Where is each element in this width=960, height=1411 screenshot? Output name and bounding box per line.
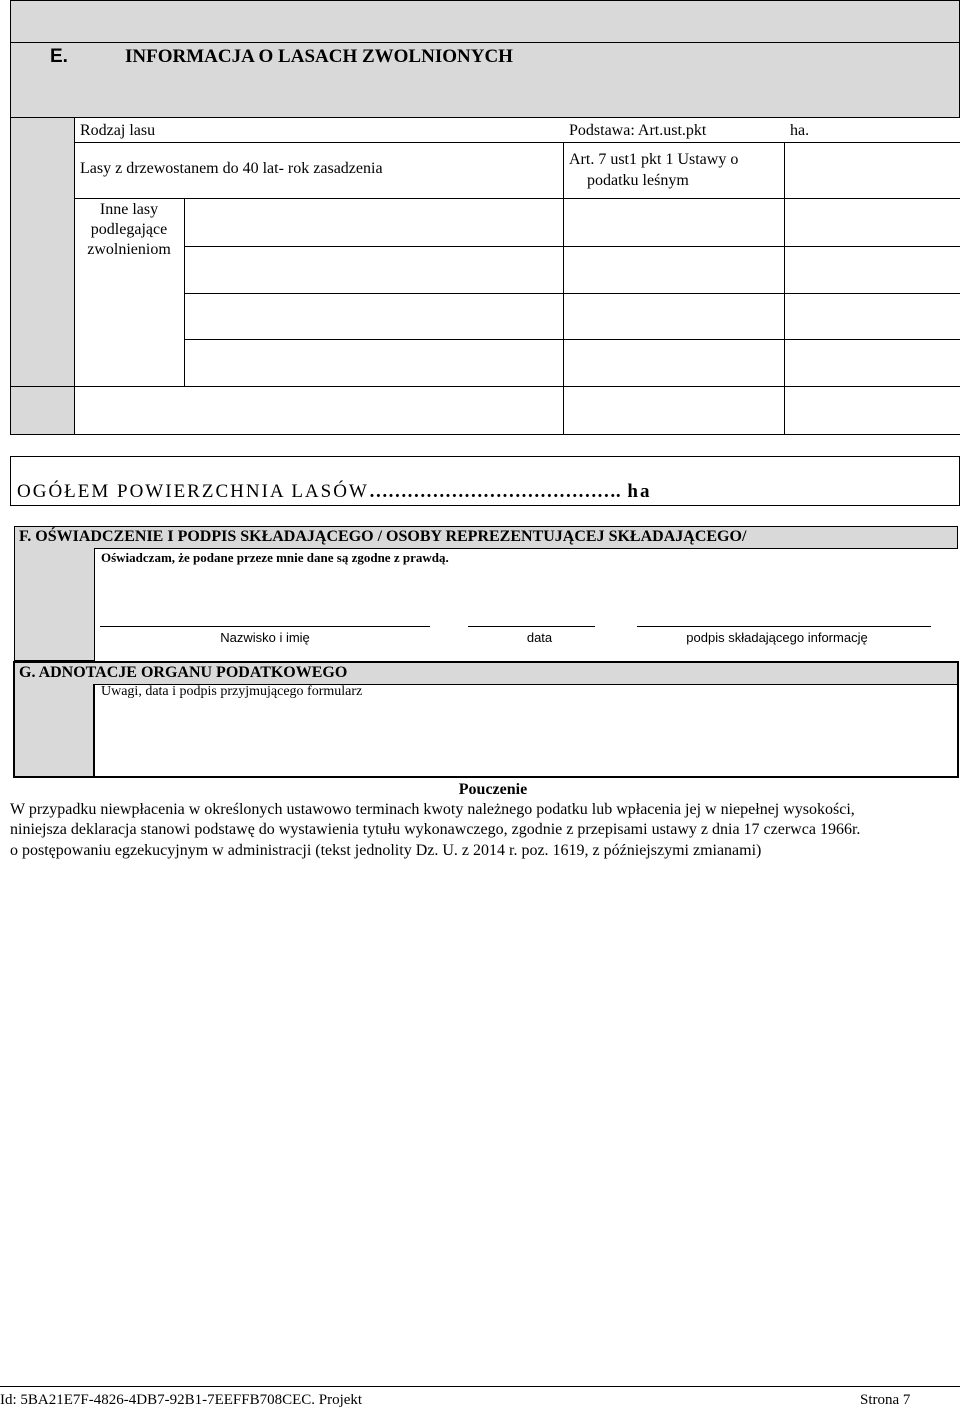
col-header-forest-type: Rodzaj lasu	[80, 122, 156, 139]
total-area-line	[17, 481, 651, 503]
signature-line[interactable]	[637, 626, 931, 627]
name-caption: Nazwisko i imię	[220, 630, 310, 645]
section-e-letter: E.	[50, 46, 68, 67]
footer-document-id: Id: 5BA21E7F-4826-4DB7-92B1-7EEFFB708CEC. Projekt	[0, 1392, 363, 1408]
col-header-legal-basis: Podstawa: Art.ust.pkt	[569, 122, 707, 139]
row-young-forest-label: Lasy z drzewostanem do 40 lat- rok zasadzenia	[80, 160, 383, 177]
total-area-unit: ha	[627, 481, 652, 502]
row-other-forest-label-2: podlegające	[90, 221, 168, 238]
notice-heading: Pouczenie	[458, 781, 528, 798]
date-signature-line[interactable]	[468, 626, 595, 627]
section-f-title: F. OŚWIADCZENIE I PODPIS SKŁADAJĄCEGO / OSOBY REPREZENTUJĄCEJ SKŁADAJĄCEGO/	[19, 528, 747, 545]
notice-line-1: W przypadku niewpłacenia w określonych ustawowo terminach kwoty należnego podatku lub wpłacenia jej w niepełnej wysokości,	[10, 801, 855, 818]
name-signature-line[interactable]	[100, 626, 430, 627]
col-header-area: ha.	[790, 122, 810, 139]
statement-text: Oświadczam, że podane przeze mnie dane są zgodne z prawdą.	[101, 550, 449, 565]
footer-rule	[0, 1386, 960, 1387]
row-young-forest-basis-2: podatku leśnym	[587, 172, 689, 189]
footer-page-number: Strona 7	[860, 1392, 911, 1408]
signature-caption: podpis składającego informację	[686, 630, 868, 645]
section-g-title: G. ADNOTACJE ORGANU PODATKOWEGO	[19, 664, 348, 681]
row-other-forest-label-1: Inne lasy	[99, 201, 159, 218]
total-area-dots: ………………………………….	[368, 481, 621, 502]
notice-line-3: o postępowaniu egzekucyjnym w administracji (tekst jednolity Dz. U. z 2014 r. poz. 1619, z późniejszymi zmianami)	[10, 842, 762, 859]
notice-line-2: niniejsza deklaracja stanowi podstawę do wystawienia tytułu wykonawczego, zgodnie z przepisami ustawy z dnia 17 czerwca 1966r.	[10, 821, 861, 838]
section-e-title: INFORMACJA O LASACH ZWOLNIONYCH	[125, 46, 513, 67]
row-other-forest-label-3: zwolnieniom	[87, 241, 171, 258]
row-young-forest-basis-1: Art. 7 ust1 pkt 1 Ustawy o	[569, 151, 739, 168]
remarks-caption: Uwagi, data i podpis przyjmującego formularz	[101, 684, 363, 699]
date-caption: data	[526, 630, 553, 645]
total-area-label: OGÓŁEM POWIERZCHNIA LASÓW	[17, 481, 369, 502]
